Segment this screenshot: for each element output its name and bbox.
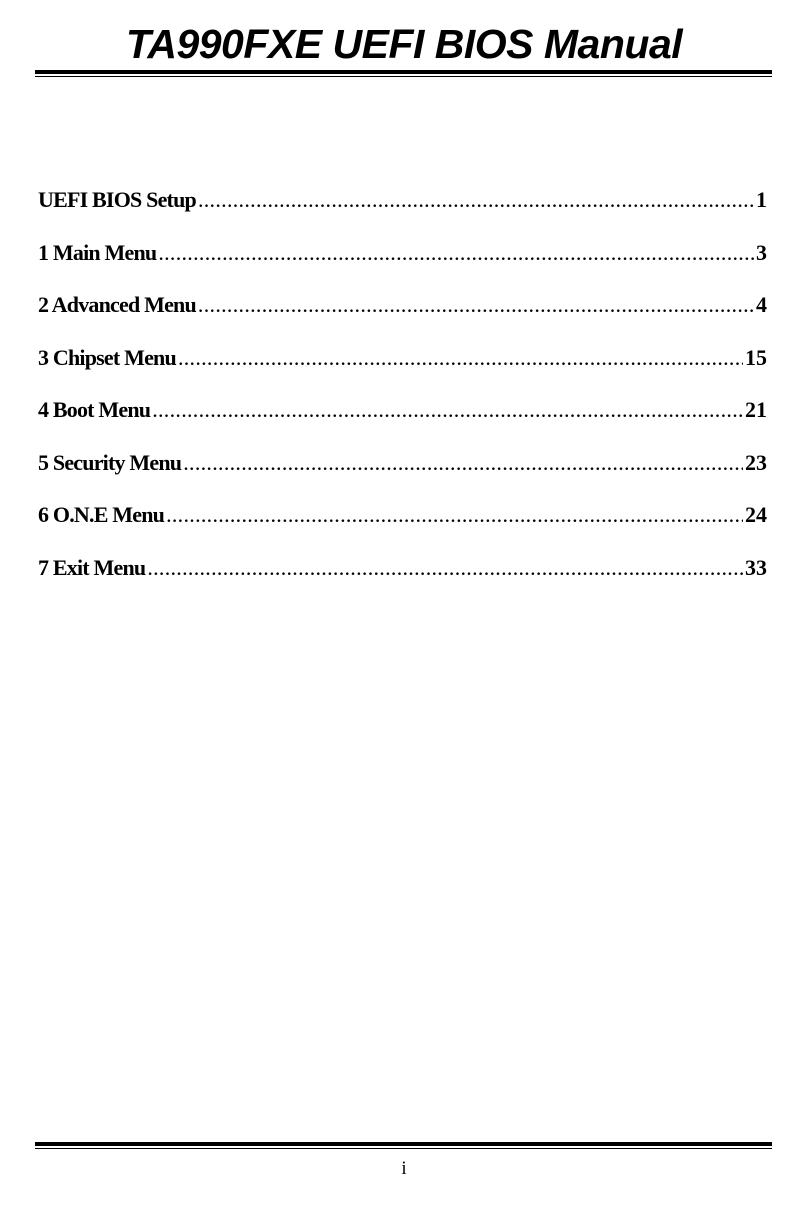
- footer-rule-thick: [35, 1142, 772, 1146]
- header-rule-thick: [35, 70, 772, 74]
- toc-entry-page: 21: [745, 397, 767, 422]
- toc-entry-label: 7 Exit Menu: [38, 554, 146, 580]
- toc-dot-leader: [166, 498, 743, 532]
- toc-entry-page: 24: [745, 502, 767, 527]
- toc-entry-page: 23: [745, 449, 767, 475]
- toc-entry-page: 33: [745, 554, 767, 580]
- toc-entry[interactable]: [38, 498, 767, 551]
- toc-entry-label: 1 Main Menu: [38, 239, 157, 265]
- toc-dot-leader: [198, 288, 754, 322]
- toc-entry[interactable]: [38, 341, 767, 394]
- toc-entry[interactable]: [38, 183, 767, 236]
- header-rule-thin: [35, 76, 772, 77]
- toc-entry-label: 6 O.N.E Menu: [38, 502, 165, 527]
- toc-dot-leader: [178, 341, 743, 375]
- toc-dot-leader: [152, 393, 743, 427]
- page-number: i: [401, 1158, 407, 1179]
- toc-dot-leader: [183, 446, 743, 480]
- toc-entry-page: 1: [756, 187, 767, 212]
- toc-entry-page: 15: [745, 344, 767, 370]
- table-of-contents: [38, 183, 767, 603]
- toc-dot-leader: [147, 551, 743, 585]
- toc-dot-leader: [158, 236, 754, 270]
- toc-entry-label: UEFI BIOS Setup: [38, 187, 196, 212]
- page-title: TA990FXE UEFI BIOS Manual: [125, 21, 683, 67]
- footer-rule-thin: [35, 1148, 772, 1149]
- toc-entry[interactable]: [38, 288, 767, 341]
- toc-entry-page: 4: [756, 292, 767, 317]
- toc-entry[interactable]: [38, 446, 767, 499]
- toc-entry-label: 3 Chipset Menu: [38, 344, 176, 370]
- toc-entry-label: 5 Security Menu: [38, 449, 182, 475]
- toc-entry[interactable]: [38, 236, 767, 289]
- toc-entry-label: 2 Advanced Menu: [38, 292, 196, 317]
- toc-entry-page: 3: [756, 239, 767, 265]
- toc-entry[interactable]: [38, 551, 767, 604]
- toc-entry[interactable]: [38, 393, 767, 446]
- toc-entry-label: 4 Boot Menu: [38, 397, 151, 422]
- toc-dot-leader: [198, 183, 754, 217]
